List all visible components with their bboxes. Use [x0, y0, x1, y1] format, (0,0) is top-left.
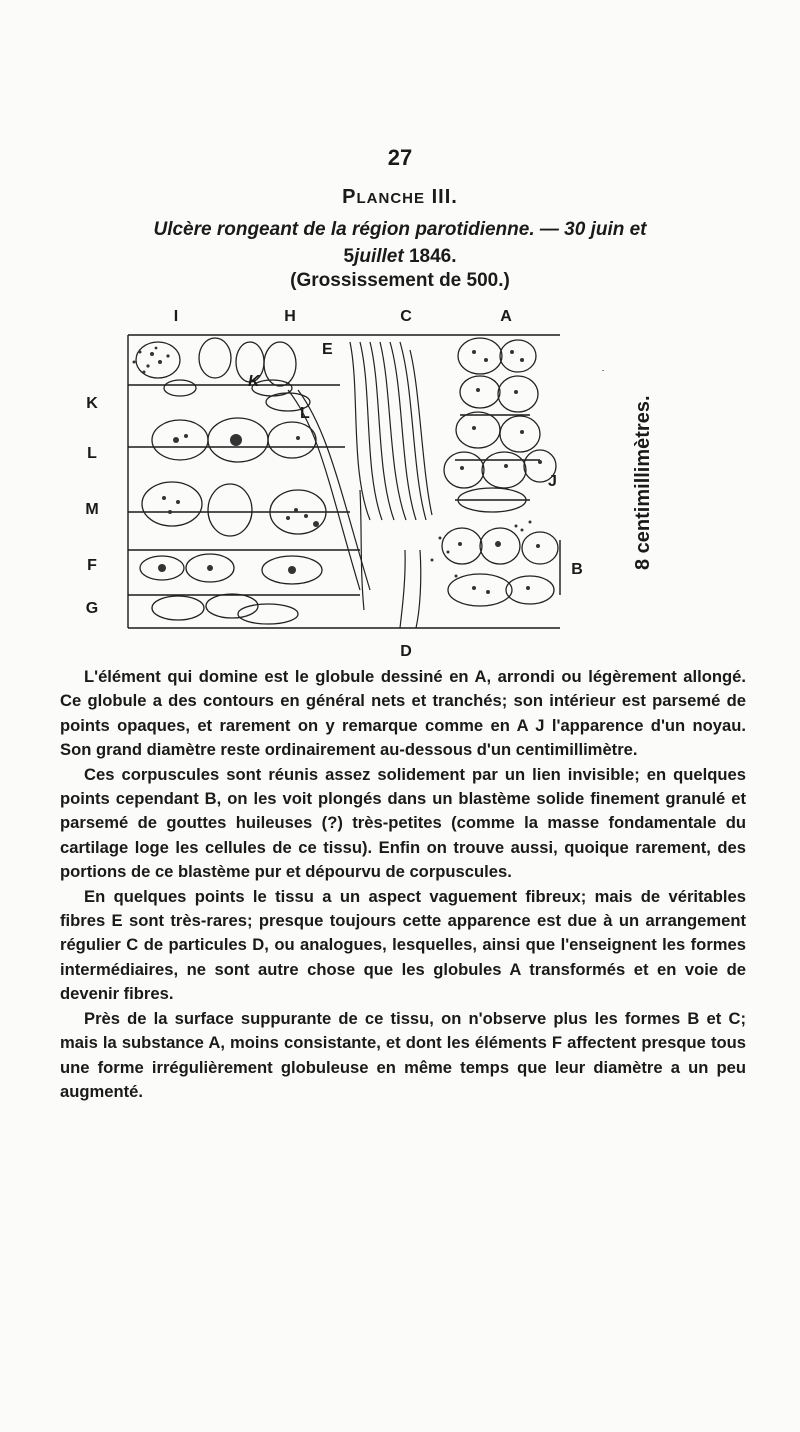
right-label-b: B	[571, 561, 583, 578]
subtitle-line-1: Ulcère rongeant de la région parotidienne. — 30 juin et	[153, 219, 647, 240]
left-label-f: F	[87, 557, 97, 574]
subtitle-line-2	[0, 243, 800, 270]
inner-label-l: L	[300, 405, 310, 422]
figure-frame	[128, 335, 560, 628]
inner-label-j: J	[548, 473, 557, 490]
paragraph-2: Ces corpuscules sont réunis assez solidement par un lien invisible; en quelques points cependant B, on les voit plongés dans un blastème solide finement granulé et parsemé de gouttes huileuses (?) très-petites (comme la masse fondamentale du cartilage loge les cellules de ce tissu). Enfin on trouve aussi, quoique rarement, des portions de ce blastème pur et dépourvu de corpuscules.	[60, 764, 746, 882]
cells-dots-bottom	[158, 564, 296, 574]
cells-column-a	[442, 338, 558, 606]
paragraph-3: En quelques points le tissu a un aspect vaguement fibreux; mais de véritables fibres E sont très-rares; presque toujours cette apparence est due à un arrangement régulier C de particules D, ou analogues, lesquelles, ainsi que l'enseignent les formes intermédiaires, ne sont autre chose que les globules A transformés et en voie de devenir fibres.	[60, 886, 746, 1004]
paragraph-4: Près de la surface suppurante de ce tissu, on n'observe plus les formes B et C; mais la substance A, moins consistante, et dont les éléments F affectent presque tous une forme irrégulièrement globuleuse en même temps que leur diamètre a un peu augmenté.	[60, 1008, 746, 1101]
subtitle-day: 5	[343, 246, 355, 267]
figure-drawing	[60, 290, 700, 670]
bottom-label-d: D	[400, 643, 412, 660]
plate-title-rest: LANCHE	[356, 190, 426, 207]
subtitle-year: 1846.	[408, 246, 457, 267]
page-number: 27	[387, 145, 413, 170]
cells-row-bottom	[140, 554, 322, 624]
left-label-g: G	[85, 600, 99, 617]
top-label-a: A	[500, 308, 512, 325]
left-label-k: K	[86, 395, 98, 412]
plate-title	[0, 186, 800, 209]
plate-title-initial: P	[342, 186, 357, 208]
paragraph-1: L'élément qui domine est le globule dessiné en A, arrondi ou légèrement allongé. Ce globule a des contours en général nets et tranchés; son intérieur est parsemé de points opaques, et rarement on y remarque comme en A J l'apparence d'un noyau. Son grand diamètre reste ordinairement au-dessous d'un centimillimètre.	[60, 667, 746, 760]
top-label-h: H	[284, 308, 296, 325]
scale-label: 8 centimillimètres.	[632, 395, 654, 570]
inner-label-e: E	[322, 341, 333, 358]
inner-label-k: K	[248, 373, 260, 390]
subtitle-month: juillet	[354, 246, 404, 267]
top-label-i: I	[173, 308, 179, 325]
left-label-l: L	[87, 445, 97, 462]
microscope-figure	[60, 290, 700, 670]
left-label-m: M	[85, 501, 99, 518]
magnification-note: (Grossissement de 500.)	[290, 270, 510, 291]
top-label-c: C	[400, 308, 412, 325]
cells-row-top	[136, 338, 316, 462]
cells-row-middle	[142, 482, 326, 536]
body-text	[60, 665, 746, 1104]
plate-subtitle	[0, 216, 800, 270]
plate-title-numeral: III.	[431, 186, 458, 208]
